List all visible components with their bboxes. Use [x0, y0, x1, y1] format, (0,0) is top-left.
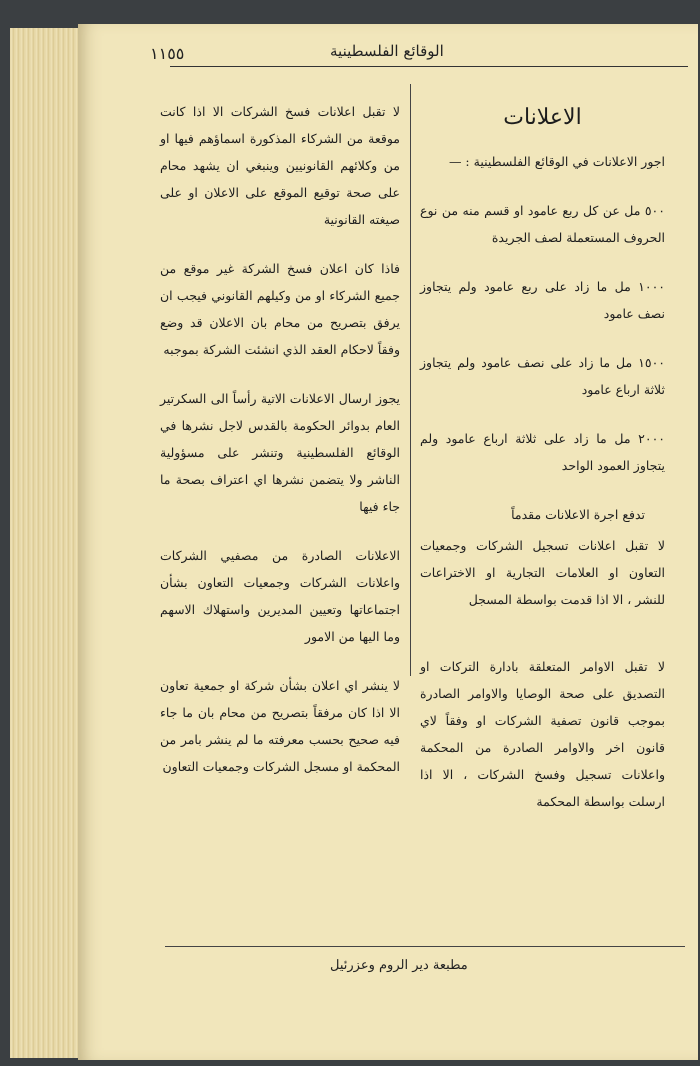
- rates-subtitle: اجور الاعلانات في الوقائع الفلسطينية : —: [448, 154, 665, 169]
- rate-item: ١٥٠٠ مل ما زاد على نصف عامود ولم يتجاوز ثلاثة ارباع عامود: [420, 355, 665, 397]
- rate-item: ١٠٠٠ مل ما زاد على ربع عامود ولم يتجاوز نصف عامود: [420, 279, 665, 321]
- rate-item: ٥٠٠ مل عن كل ربع عامود او قسم منه من نوع الحروف المستعملة لصف الجريدة: [420, 203, 665, 245]
- paragraph: فاذا كان اعلان فسخ الشركة غير موقع من جميع الشركاء او من وكيلهم القانوني فيجب ان يرفق بتصريح من محام بان الاعلان قد وضع وفقاً لاحكام العقد الذي انشئت الشركة بموجبه: [160, 261, 400, 357]
- paragraph: لا تقبل اعلانات فسخ الشركات الا اذا كانت موقعة من الشركاء المذكورة اسماؤهم فيها او من وكلائهم القانونيين وينبغي ان يشهد محام على صحة توقيع الموقع على الاعلان او على صيغته القانونية: [160, 104, 400, 227]
- footer-rule: [165, 946, 685, 947]
- header-rule: [170, 66, 688, 67]
- advance-note: تدفع اجرة الاعلانات مقدماً: [511, 507, 645, 522]
- paragraph: لا تقبل اعلانات تسجيل الشركات وجمعيات التعاون او العلامات التجارية او الاختراعات للنشر ، الا اذا قدمت بواسطة المسجل: [420, 538, 665, 607]
- page-edges: [10, 28, 80, 1058]
- page-number: ١١٥٥: [150, 44, 185, 63]
- section-title: الاعلانات: [503, 105, 582, 130]
- printer-imprint: مطبعة دير الروم وعزرئيل: [330, 958, 468, 973]
- journal-title: الوقائع الفلسطينية: [330, 42, 444, 60]
- rate-item: ٢٠٠٠ مل ما زاد على ثلاثة ارباع عامود ولم يتجاوز العمود الواحد: [420, 431, 665, 473]
- paragraph: لا ينشر اي اعلان بشأن شركة او جمعية تعاون الا اذا كان مرفقاً بتصريح من محام بان ما جاء فيه صحيح بحسب معرفته ما لم ينشر بامر من المحكمة او مسجل الشركات وجمعيات التعاون: [160, 678, 400, 774]
- paragraph: لا تقبل الاوامر المتعلقة بادارة التركات او التصديق على صحة الوصايا والاوامر الصادرة بموجب قانون تصفية الشركات او وفقاً لاي قانون اخر والاوامر الصادرة من المحكمة واعلانات تسجيل وفسخ الشركات ، الا اذا ارسلت بواسطة المحكمة: [420, 659, 665, 809]
- paragraph: يجوز ارسال الاعلانات الاتية رأساً الى السكرتير العام بدوائر الحكومة بالقدس لاجل نشرها في الوقائع الفلسطينية وتنشر على مسؤولية الناشر ولا يتضمن نشرها اي اعتراف بصحة ما جاء فيها: [160, 391, 400, 514]
- column-divider: [410, 84, 411, 676]
- left-column: [160, 98, 400, 802]
- right-column: [420, 100, 665, 837]
- paragraph: الاعلانات الصادرة من مصفيي الشركات واعلانات الشركات وجمعيات التعاون بشأن اجتماعاتها وتعيين المديرين واستهلاك الاسهم وما اليها من الامور: [160, 548, 400, 644]
